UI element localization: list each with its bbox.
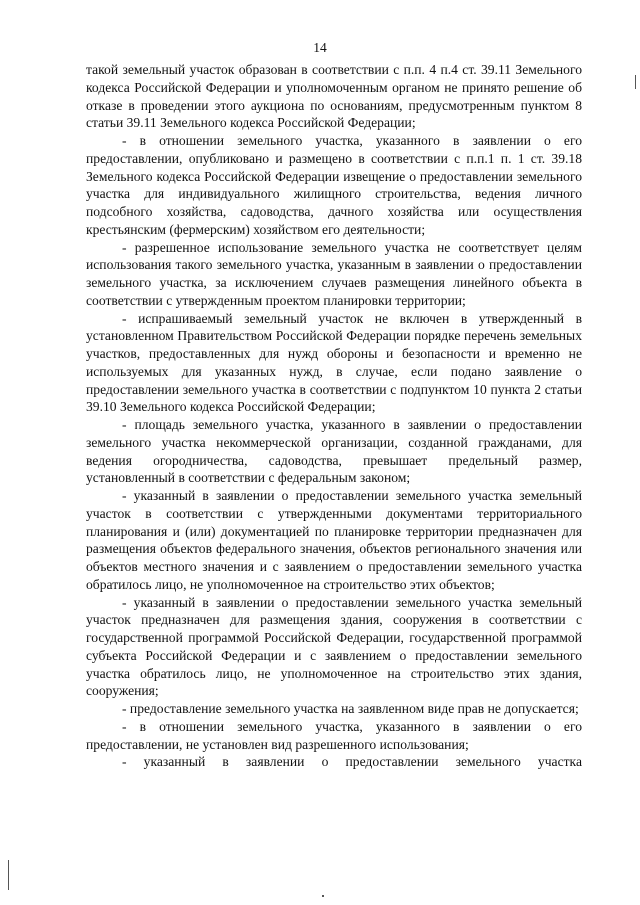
scan-artifact-left: [8, 860, 9, 890]
paragraph-state-program: - указанный в заявлении о предоставлении земельного участка земельный участок предназначен для размещения здания, сооружения в соответствии с государственной программой Российской Федерации, государственной программой субъекта Российской Федерации и с заявлением о предоставлении земельного участка обратилось лицо, не уполномоченное на строительство этих здания, сооружения;: [86, 594, 582, 699]
scan-artifact-bottom: [322, 895, 324, 897]
page-number: 14: [313, 40, 327, 55]
paragraph-continuation: такой земельный участок образован в соответствии с п.п. 4 п.4 ст. 39.11 Земельного кодекса Российской Федерации и уполномоченным органом не принято решение об отказе в проведении этого аукциона по основаниям, предусмотренным пунктом 8 статьи 39.11 Земельного кодекса Российской Федерации;: [86, 62, 582, 131]
scan-artifact-right: [635, 75, 636, 89]
paragraph-permitted-use: - разрешенное использование земельного участка не соответствует целям использования такого земельного участка, указанным в заявлении о предоставлении земельного участка, за исключением случаев размещения линейного объекта в соответствии с утвержденным проектом планировки территории;: [86, 239, 582, 308]
paragraph-defense-list: - испрашиваемый земельный участок не включен в утвержденный в установленном Правительством Российской Федерации порядке перечень земельных участков, предоставленных для нужд обороны и безопасности и временно не используемых для указанных нужд, в случае, если подано заявление о предоставлении земельного участка в соответствии с подпунктом 10 пункта 2 статьи 39.10 Земельного кодекса Российской Федерации;: [86, 310, 582, 415]
paragraph-rights-type: - предоставление земельного участка на заявленном виде прав не допускается;: [122, 701, 579, 716]
paragraph-area-limit: - площадь земельного участка, указанного в заявлении о предоставлении земельного участка некоммерческой организации, созданной гражданами, для ведения огородничества, садоводства, превышает предельный размер, установленный в соответствии с федеральным законом;: [86, 417, 582, 486]
paragraph-planning-objects: - указанный в заявлении о предоставлении земельного участка земельный участок в соответствии с утвержденными документами территориального планирования и (или) документацией по планировке территории предназначен для размещения объектов федерального значения, объектов регионального значения или объектов местного значения и с заявлением о предоставлении земельного участка обратилось лицо, не уполномоченное на строительство этих объектов;: [86, 488, 582, 592]
paragraph-published-notice: - в отношении земельного участка, указанного в заявлении о его предоставлении, опубликовано и размещено в соответствии с п.п.1 п. 1 ст. 39.18 Земельного кодекса Российской Федерации извещение о предоставлении земельного участка для индивидуального жилищного строительства, ведения личного подсобного хозяйства, садоводства, дачного хозяйства или осуществления крестьянским (фермерским) хозяйством его деятельности;: [86, 133, 582, 237]
paragraph-last-line: - указанный в заявлении о предоставлении земельного участка: [122, 754, 582, 770]
paragraph-use-type: - в отношении земельного участка, указанного в заявлении о его предоставлении, не установлен вид разрешенного использования;: [86, 718, 582, 752]
document-body: [86, 61, 582, 771]
